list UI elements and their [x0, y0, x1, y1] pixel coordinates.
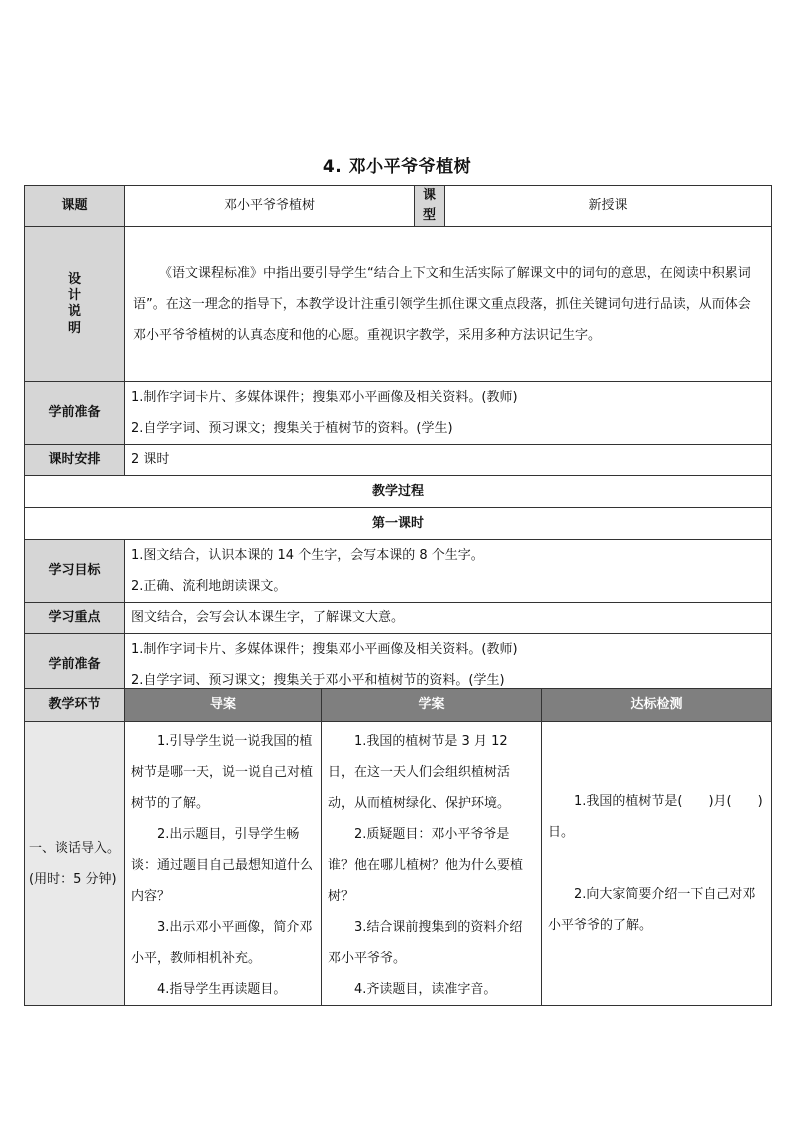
lesson-plan-table [24, 185, 772, 697]
goals-cell [125, 540, 772, 603]
prep2-label: 学前准备 [25, 634, 125, 697]
guide-item: 1.引导学生说一说我国的植树节是哪一天，说一说自己对植树节的了解。 [131, 734, 314, 811]
step1-learn [322, 722, 542, 1006]
prep1-item: 2.自学字词、预习课文；搜集关于植树节的资料。(学生) [131, 421, 453, 437]
steps-table [24, 688, 772, 1006]
step1-check [542, 722, 772, 1006]
goal-item: 2.正确、流利地朗读课文。 [131, 579, 287, 595]
prep1-cell [125, 382, 772, 445]
step1-stage: 一、谈话导入。(用时：5 分钟) [25, 722, 125, 1006]
hours-value: 2 课时 [125, 445, 772, 476]
document-title: 4. 邓小平爷爷植树 [322, 157, 472, 177]
lesson-title: 第一课时 [25, 508, 772, 540]
design-text-cell [125, 227, 772, 382]
type-value: 新授课 [445, 186, 772, 227]
key-label: 学习重点 [25, 603, 125, 634]
learn-item: 3.结合课前搜集到的资料介绍邓小平爷爷。 [328, 920, 523, 966]
design-label: 设计说明 [25, 227, 125, 382]
goal-item: 1.图文结合，认识本课的 14 个生字，会写本课的 8 个生字。 [131, 548, 484, 564]
learn-item: 2.质疑题目：邓小平爷爷是谁？他在哪儿植树？他为什么要植树？ [328, 827, 524, 904]
steps-header-learn: 学案 [322, 689, 542, 722]
topic-label: 课题 [25, 186, 125, 227]
check-item: 1.我国的植树节是( )月( )日。 [548, 794, 763, 840]
guide-item: 3.出示邓小平画像，简介邓小平，教师相机补充。 [131, 920, 313, 966]
topic-value: 邓小平爷爷植树 [125, 186, 415, 227]
prep1-item: 1.制作字词卡片、多媒体课件；搜集邓小平画像及相关资料。(教师) [131, 390, 518, 406]
check-item: 2.向大家简要介绍一下自己对邓小平爷爷的了解。 [548, 887, 756, 933]
step1-guide [125, 722, 322, 1006]
hours-label: 课时安排 [25, 445, 125, 476]
prep2-item: 1.制作字词卡片、多媒体课件；搜集邓小平画像及相关资料。(教师) [131, 642, 518, 658]
prep1-label: 学前准备 [25, 382, 125, 445]
steps-header-guide: 导案 [125, 689, 322, 722]
key-value: 图文结合，会写会认本课生字，了解课文大意。 [125, 603, 772, 634]
steps-header-stage: 教学环节 [25, 689, 125, 722]
design-text: 《语文课程标准》中指出要引导学生“结合上下文和生活实际了解课文中的词句的意思，在阅读中积累词语”。在这一理念的指导下，本教学设计注重引领学生抓住课文重点段落，抓住关键词句进行品读，从而体会邓小平爷爷植树的认真态度和他的心愿。重视识字教学，采用多种方法识记生字。 [133, 265, 751, 343]
steps-header-check: 达标检测 [542, 689, 772, 722]
guide-item: 2.出示题目，引导学生畅谈：通过题目自己最想知道什么内容？ [131, 827, 314, 904]
type-label: 课型 [415, 186, 445, 227]
goals-label: 学习目标 [25, 540, 125, 603]
learn-item: 4.齐读题目，读准字音。 [354, 982, 497, 997]
learn-item: 1.我国的植树节是 3 月 12 日，在这一天人们会组织植树活动，从而植树绿化、保护环境。 [328, 734, 511, 811]
guide-item: 4.指导学生再读题目。 [157, 982, 287, 997]
prep2-item: 2.自学字词、预习课文；搜集关于邓小平和植树节的资料。(学生) [131, 673, 505, 689]
process-title: 教学过程 [25, 476, 772, 508]
